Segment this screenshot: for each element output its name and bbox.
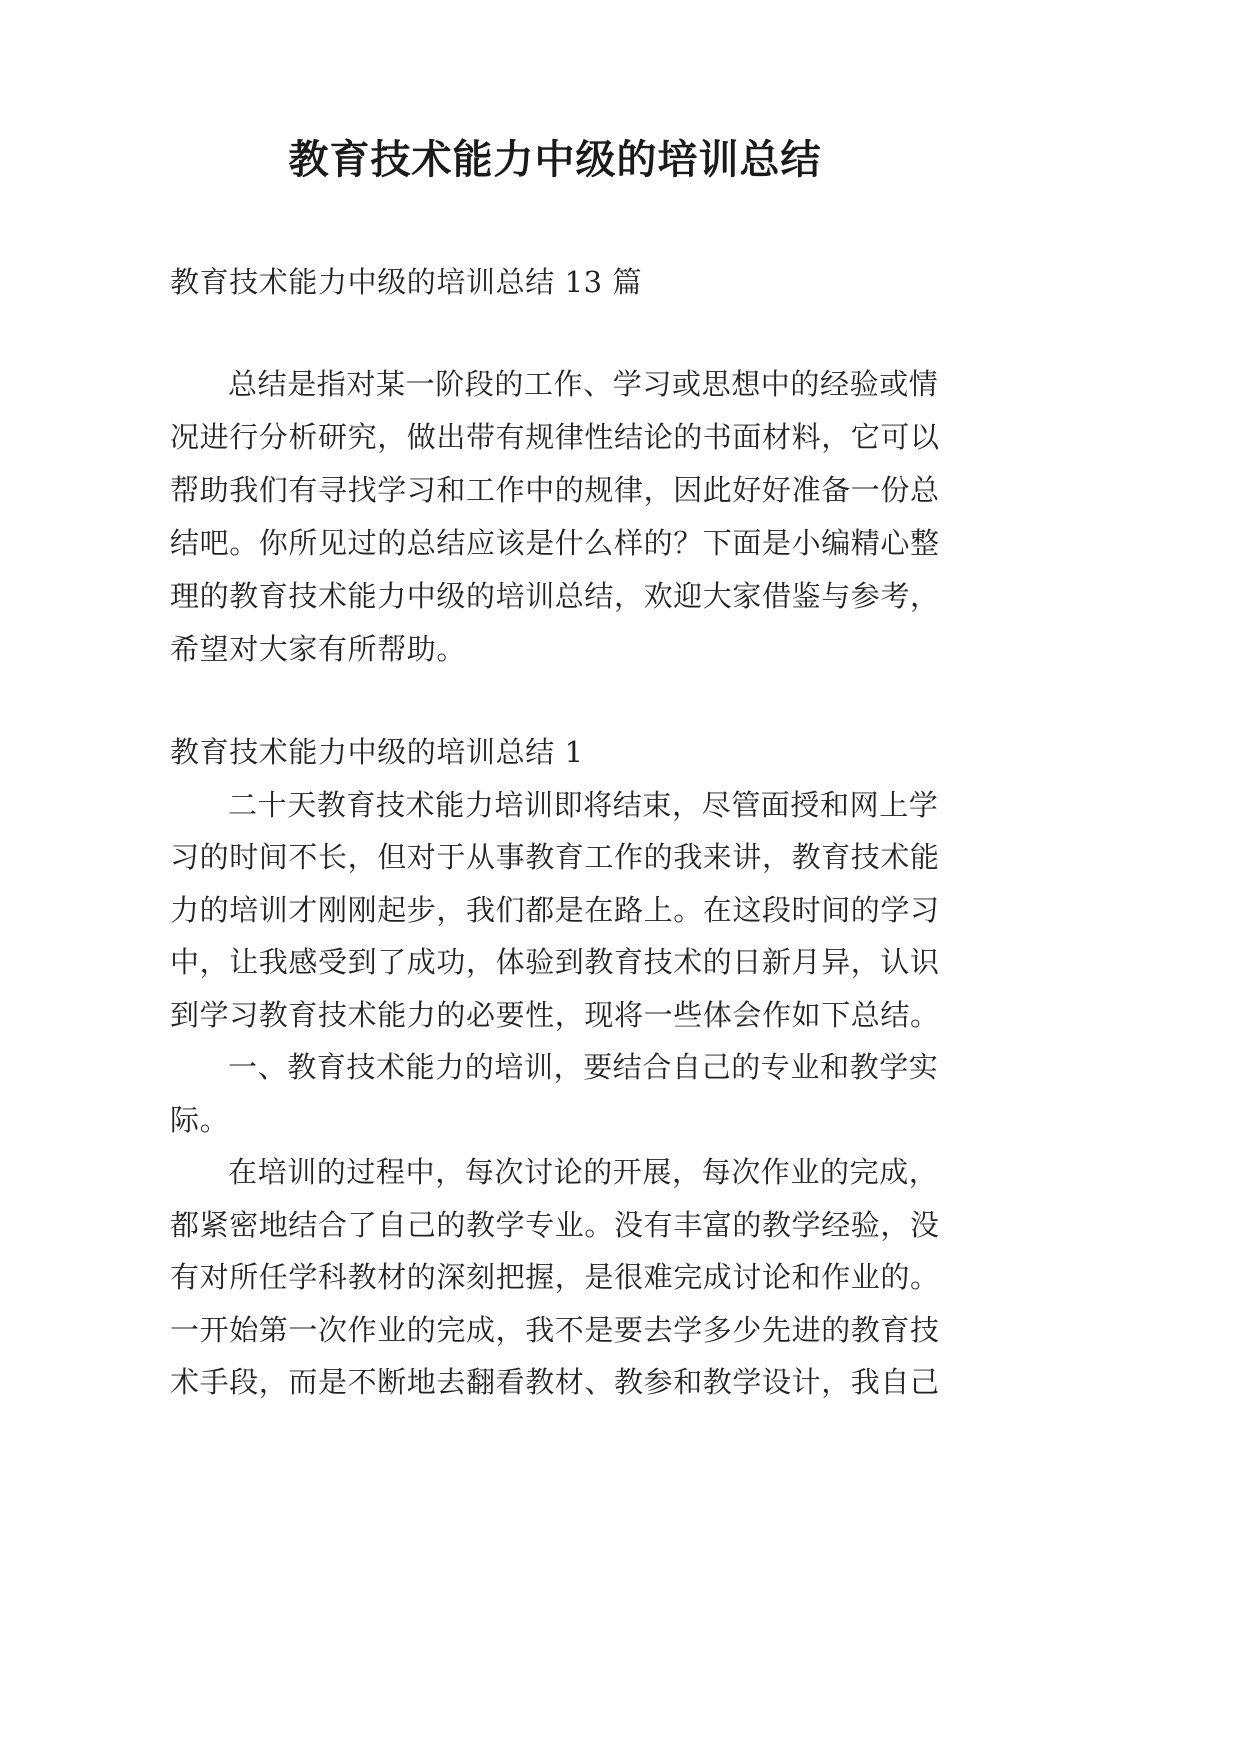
- intro-line: 况进行分析研究，做出带有规律性结论的书面材料，它可以: [170, 420, 940, 454]
- section-1: [170, 726, 940, 1409]
- intro-line: 帮助我们有寻找学习和工作中的规律，因此好好准备一份总: [170, 473, 940, 507]
- body-line: 到学习教育技术能力的必要性，现将一些体会作如下总结。: [170, 997, 940, 1032]
- document-subtitle: 教育技术能力中级的培训总结 13 篇: [170, 265, 643, 299]
- intro-line: 结吧。你所见过的总结应该是什么样的？下面是小编精心整: [170, 526, 940, 560]
- section-paragraph: [170, 779, 940, 1042]
- body-line: 中，让我感受到了成功，体验到教育技术的日新月异，认识: [170, 945, 940, 979]
- section-paragraph: [170, 1146, 940, 1409]
- body-line: 有对所任学科教材的深刻把握，是很难完成讨论和作业的。: [170, 1260, 940, 1294]
- body-line: 术手段，而是不断地去翻看教材、教参和教学设计，我自己: [170, 1365, 940, 1399]
- section-paragraph: [170, 1041, 940, 1146]
- document-title: 教育技术能力中级的培训总结: [288, 136, 822, 183]
- section-heading: 教育技术能力中级的培训总结 1: [170, 735, 584, 769]
- body-line: 际。: [170, 1102, 230, 1137]
- body-line: 都紧密地结合了自己的教学专业。没有丰富的教学经验，没: [170, 1207, 940, 1242]
- intro-line: 理的教育技术能力中级的培训总结，欢迎大家借鉴与参考，: [170, 579, 940, 613]
- body-line: 在培训的过程中，每次讨论的开展，每次作业的完成，: [228, 1155, 939, 1189]
- body-line: 一开始第一次作业的完成，我不是要去学多少先进的教育技: [170, 1312, 940, 1347]
- body-line: 力的培训才刚刚起步，我们都是在路上。在这段时间的学习: [170, 892, 940, 927]
- intro-paragraph: [170, 358, 940, 676]
- body-line: 习的时间不长，但对于从事教育工作的我来讲，教育技术能: [170, 840, 940, 874]
- intro-line: 希望对大家有所帮助。: [170, 632, 467, 666]
- intro-line: 总结是指对某一阶段的工作、学习或思想中的经验或情: [228, 367, 939, 401]
- body-line: 二十天教育技术能力培训即将结束，尽管面授和网上学: [228, 787, 939, 822]
- body-line: 一、教育技术能力的培训，要结合自己的专业和教学实: [228, 1050, 939, 1084]
